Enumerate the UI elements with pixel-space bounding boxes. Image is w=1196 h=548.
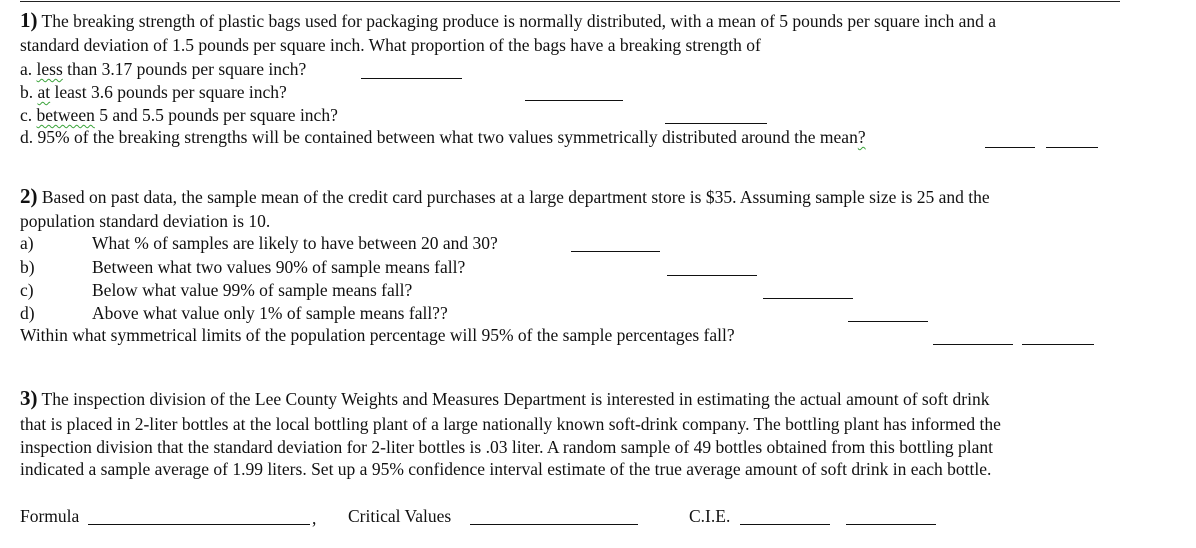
q2-line-2: population standard deviation is 10.: [20, 211, 271, 231]
q1a-answer-blank[interactable]: [361, 78, 462, 79]
q1d-answer-blank-2[interactable]: [1046, 147, 1098, 148]
formula-comma: ,: [312, 508, 317, 528]
q1-line-1: 1) The breaking strength of plastic bags used for packaging produce is normally distributed, with a mean of 5 pounds per square inch and a: [20, 8, 997, 32]
cie-answer-blank-2[interactable]: [846, 524, 936, 525]
cie-label: C.I.E.: [689, 506, 731, 526]
q2a-answer-blank[interactable]: [571, 251, 660, 252]
q2-item-d-label: d): [20, 303, 35, 323]
q1b-answer-blank[interactable]: [525, 100, 623, 101]
q3-number: 3): [20, 386, 38, 410]
q2-item-a-label: a): [20, 233, 34, 253]
q2-item-a-text: What % of samples are likely to have between 20 and 30?: [92, 233, 498, 253]
q2-item-c-label: c): [20, 280, 34, 300]
q2-extra-question: Within what symmetrical limits of the population percentage will 95% of the sample percentages fall?: [20, 325, 735, 345]
spellcheck-word: less: [36, 59, 63, 79]
q2-extra-answer-blank-1[interactable]: [933, 344, 1013, 345]
q1-part-a: a. less than 3.17 pounds per square inch?: [20, 59, 307, 79]
q2-number: 2): [20, 184, 38, 208]
q1-part-d: d. 95% of the breaking strengths will be contained between what two values symmetrically distributed around the mean?: [20, 127, 866, 147]
cie-answer-blank-1[interactable]: [740, 524, 830, 525]
q2d-answer-blank[interactable]: [848, 321, 928, 322]
q1-number: 1): [20, 8, 38, 32]
q1c-answer-blank[interactable]: [665, 123, 767, 124]
q2-item-c-text: Below what value 99% of sample means fall?: [92, 280, 413, 300]
q2-item-d-text: Above what value only 1% of sample means fall??: [92, 303, 448, 323]
formula-label: Formula: [20, 506, 80, 526]
q3-line-1: 3) The inspection division of the Lee County Weights and Measures Department is interested in estimating the actual amount of soft drink: [20, 386, 990, 410]
spellcheck-word: between: [36, 105, 95, 125]
q2b-answer-blank[interactable]: [667, 275, 757, 276]
q3-line-3: inspection division that the standard deviation for 2-liter bottles is .03 liter. A random sample of 49 bottles obtained from this bottling plant: [20, 437, 994, 457]
q2-item-b-text: Between what two values 90% of sample means fall?: [92, 257, 466, 277]
q1-part-b: b. at least 3.6 pounds per square inch?: [20, 82, 287, 102]
spellcheck-word: at: [37, 82, 51, 102]
q3-line-4: indicated a sample average of 1.99 liters. Set up a 95% confidence interval estimate of the true average amount of soft drink in each bottle.: [20, 459, 992, 479]
q2-item-b-label: b): [20, 257, 35, 277]
q1d-answer-blank-1[interactable]: [985, 147, 1035, 148]
critical-values-answer-blank[interactable]: [470, 524, 638, 525]
q1-part-c: c. between 5 and 5.5 pounds per square inch?: [20, 105, 338, 125]
q2c-answer-blank[interactable]: [763, 298, 853, 299]
critical-values-label: Critical Values: [348, 506, 452, 526]
top-rule: [20, 1, 1120, 2]
q3-line-2: that is placed in 2-liter bottles at the local bottling plant of a large nationally known soft-drink company. The bottling plant has informed the: [20, 414, 1001, 434]
q2-line-1: 2) Based on past data, the sample mean of the credit card purchases at a large department store is $35. Assuming sample size is 25 and the: [20, 184, 990, 208]
formula-answer-blank[interactable]: [88, 524, 310, 525]
q2-extra-answer-blank-2[interactable]: [1022, 344, 1094, 345]
q1-line-2: standard deviation of 1.5 pounds per square inch. What proportion of the bags have a breaking strength of: [20, 35, 761, 55]
